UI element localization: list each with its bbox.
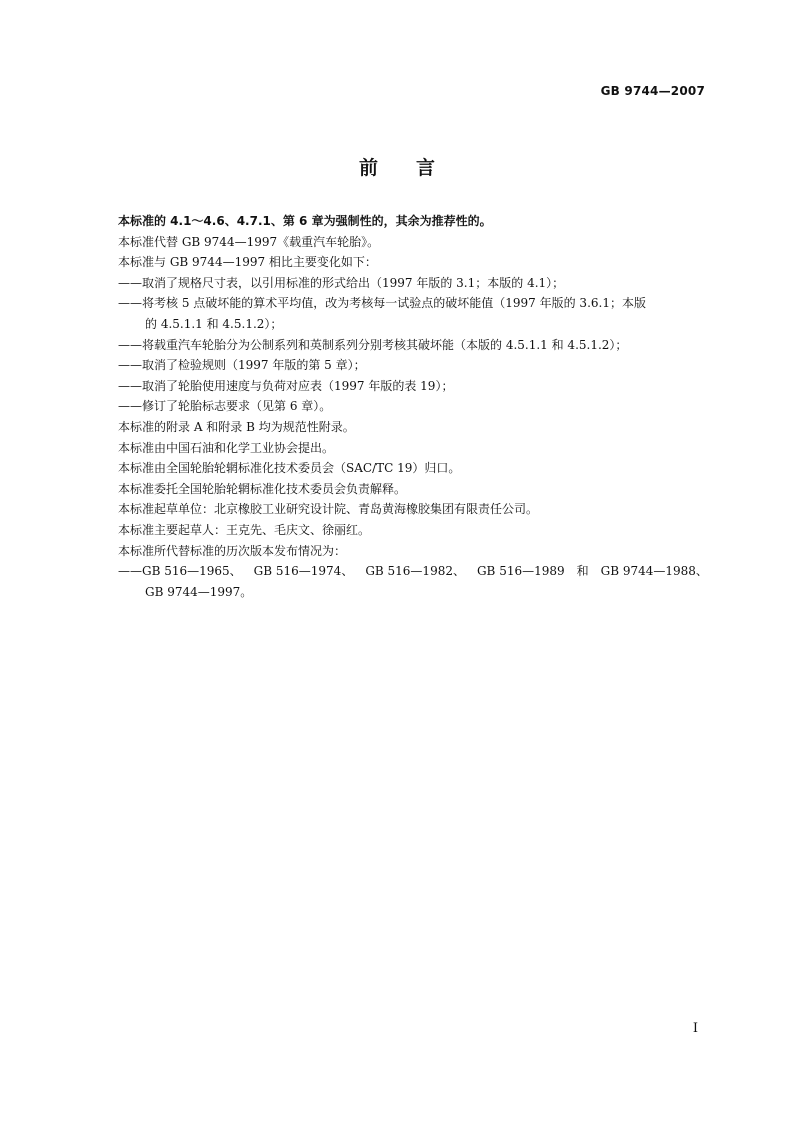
history-part: GB 516—1974、	[253, 564, 354, 579]
list-item-change-4: ——取消了检验规则（1997 年版的第 5 章）；	[118, 358, 366, 373]
paragraph-drafting-units: 本标准起草单位：北京橡胶工业研究设计院、青岛黄海橡胶集团有限责任公司。	[118, 502, 539, 517]
page-number: I	[692, 1021, 698, 1036]
list-item-change-5: ——取消了轮胎使用速度与负荷对应表（1997 年版的表 19）；	[118, 378, 454, 393]
paragraph-managed-by: 本标准由全国轮胎轮辋标准化技术委员会（SAC/TC 19）归口。	[118, 461, 461, 476]
history-part: GB 516—1989	[476, 564, 565, 579]
paragraph-changes-intro: 本标准与 GB 9744—1997 相比主要变化如下：	[118, 255, 377, 270]
standard-code: GB 9744—2007	[600, 84, 705, 98]
paragraph-interpretation: 本标准委托全国轮胎轮辋标准化技术委员会负责解释。	[118, 481, 407, 496]
list-item-change-3: ——将载重汽车轮胎分为公制系列和英制系列分别考核其破坏能（本版的 4.5.1.1 和 4.5.1.2）；	[118, 337, 628, 352]
history-part: GB 516—1982、	[365, 564, 465, 579]
list-item-change-1: ——取消了规格尺寸表，以引用标准的形式给出（1997 年版的 3.1；本版的 4.1）；	[118, 275, 565, 290]
paragraph-history-intro: 本标准所代替标准的历次版本发布情况为：	[118, 543, 347, 558]
list-item-change-6: ——修订了轮胎标志要求（见第 6 章）。	[118, 399, 332, 414]
paragraph-proposed-by: 本标准由中国石油和化学工业协会提出。	[118, 440, 335, 455]
list-item-history	[118, 561, 708, 582]
history-part: ——GB 516—1965、	[118, 564, 242, 579]
list-item-change-2: ——将考核 5 点破坏能的算术平均值，改为考核每一试验点的破坏能值（1997 年版的 3.6.1；本版	[118, 296, 646, 311]
list-item-change-2-continuation: 的 4.5.1.1 和 4.5.1.2）；	[145, 316, 283, 331]
paragraph-drafters: 本标准主要起草人：王克先、毛庆文、徐丽红。	[118, 522, 371, 537]
paragraph-annexes: 本标准的附录 A 和附录 B 均为规范性附录。	[118, 419, 355, 434]
preface-body	[118, 211, 708, 602]
paragraph-mandatory-clauses: 本标准的 4.1～4.6、4.7.1、第 6 章为强制性的，其余为推荐性的。	[118, 214, 492, 228]
list-item-history-continuation: GB 9744—1997。	[145, 584, 253, 599]
history-part: 和	[576, 564, 589, 579]
page-title: 前言	[358, 157, 473, 179]
history-part: GB 9744—1988、	[600, 564, 708, 579]
paragraph-replaces: 本标准代替 GB 9744—1997《载重汽车轮胎》。	[118, 234, 380, 249]
